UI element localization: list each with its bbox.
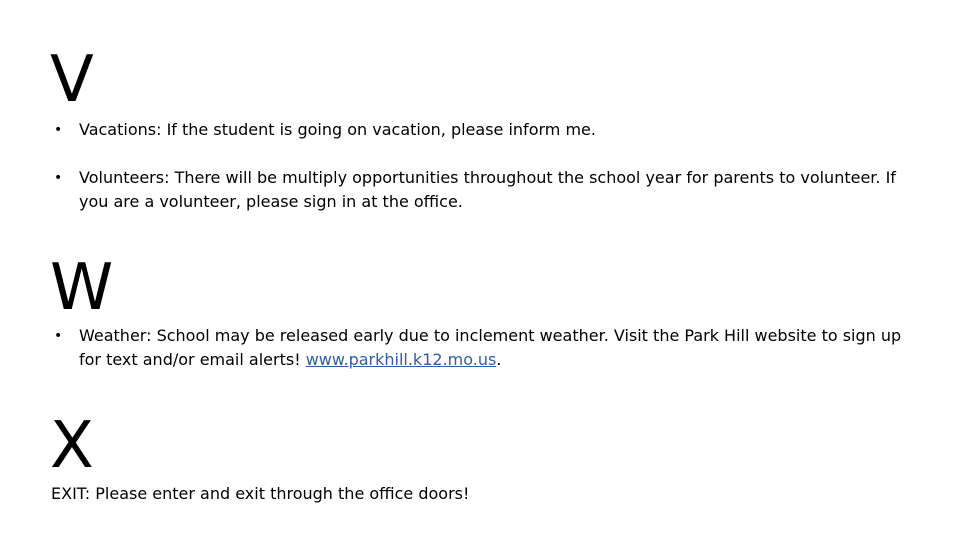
list-item-vacations [54,118,914,142]
weather-text: Weather: School may be released early due to inclement weather. Visit the Park Hill website to sign up for text and/or email alerts! [79,326,902,369]
vacations-text: Vacations: If the student is going on vacation, please inform me. [79,120,596,139]
exit-text: EXIT: Please enter and exit through the office doors! [51,484,470,503]
list-item-volunteers [54,166,914,214]
weather-text-end: . [496,350,502,369]
parkhill-website-link[interactable]: www.parkhill.k12.mo.us [305,350,497,369]
section-letter-x: X [50,409,94,483]
bullet-icon: • [54,328,63,344]
section-letter-w: W [50,251,114,325]
bullet-icon: • [54,170,63,186]
volunteers-text: Volunteers: There will be multiply opportunities throughout the school year for parents to volunteer. If you are a volunteer, please sign in at the office. [79,168,896,211]
section-letter-v: V [50,43,94,117]
list-item-weather [54,324,914,372]
bullet-icon: • [54,122,63,138]
weather-text-wrapper [79,324,914,372]
